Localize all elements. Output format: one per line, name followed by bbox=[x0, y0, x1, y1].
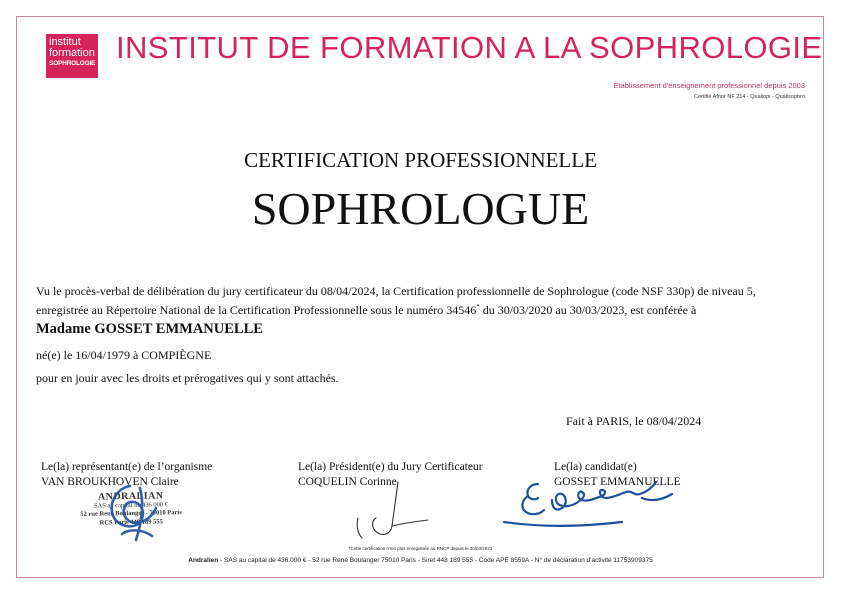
president-name: COQUELIN Corinne bbox=[298, 476, 397, 488]
certificate-title: SOPHROLOGUE bbox=[251, 183, 590, 234]
holder-birth: né(e) le 16/04/1979 à COMPIÈGNE bbox=[36, 348, 212, 362]
paragraph-line-2 bbox=[36, 299, 806, 318]
institute-logo bbox=[46, 34, 98, 78]
paragraph-line-1: Vu le procès-verbal de délibération du jury certificateur du 08/04/2024, la Certification professionnelle de Sophrologue (code NSF 330p) de niveau 5, bbox=[36, 284, 756, 298]
stamp-line-4: RCS Paris 448 189 555 bbox=[99, 517, 163, 527]
president-signature-icon bbox=[350, 478, 440, 544]
place-date: Fait à PARIS, le 08/04/2024 bbox=[566, 414, 702, 428]
institute-certifications: Certifié Afnor NF 214 - Qualiopi - Qualisophro bbox=[694, 94, 805, 100]
logo-text-3: SOPHROLOGIE bbox=[49, 60, 96, 67]
stamp-line-3: 52 rue René Boulanger - 75010 Paris bbox=[80, 509, 182, 518]
candidate-signature-icon bbox=[502, 476, 682, 532]
candidate-role: Le(la) candidat(e) bbox=[554, 461, 637, 473]
company-footer bbox=[0, 557, 841, 564]
institute-name: INSTITUT DE FORMATION A LA SOPHROLOGIE bbox=[116, 30, 823, 65]
certificate-paragraph bbox=[36, 283, 806, 318]
representative-role: Le(la) représentant(e) de l’organisme bbox=[41, 461, 213, 473]
president-role: Le(la) Président(e) du Jury Certificateur bbox=[298, 461, 483, 473]
certificate-type: CERTIFICATION PROFESSIONNELLE bbox=[244, 148, 597, 172]
logo-text-1: institut bbox=[49, 36, 81, 48]
representative-name: VAN BROUKHOVEN Claire bbox=[41, 476, 179, 488]
candidate-name: GOSSET EMMANUELLE bbox=[554, 476, 681, 488]
footer-company: Andralien bbox=[188, 557, 219, 564]
paragraph-line-2-b: du 30/03/2020 au 30/03/2023, est conférée à bbox=[479, 303, 697, 317]
stamp-line-2: SAS au capital de 436 000 € bbox=[93, 500, 168, 510]
footnote: *Cette certification n'est plus enregistrée au RNCP depuis le 30/03/2023 bbox=[348, 546, 493, 551]
paragraph-line-2-a: enregistrée au Répertoire National de la Certification Professionnelle sous le numéro 34546 bbox=[36, 303, 477, 317]
logo-text-2: formation bbox=[49, 47, 95, 59]
stamp-line-1: ANDRALIAN bbox=[97, 490, 164, 503]
rights-statement: pour en jouir avec les droits et prérogatives qui y sont attachés. bbox=[36, 371, 339, 385]
representative-signature-icon bbox=[100, 478, 170, 548]
institute-tagline: Etablissement d'enseignement professionnel depuis 2003 bbox=[613, 81, 805, 90]
footer-details: - SAS au capital de 436.000 € - 52 rue René Boulanger 75010 Paris - Siret 448 189 555 - Code APE 8559A - N° de déclaration d'activité 11753909375 bbox=[218, 557, 653, 564]
holder-name: Madame GOSSET EMMANUELLE bbox=[36, 321, 263, 337]
footnote-marker: * bbox=[476, 303, 480, 311]
